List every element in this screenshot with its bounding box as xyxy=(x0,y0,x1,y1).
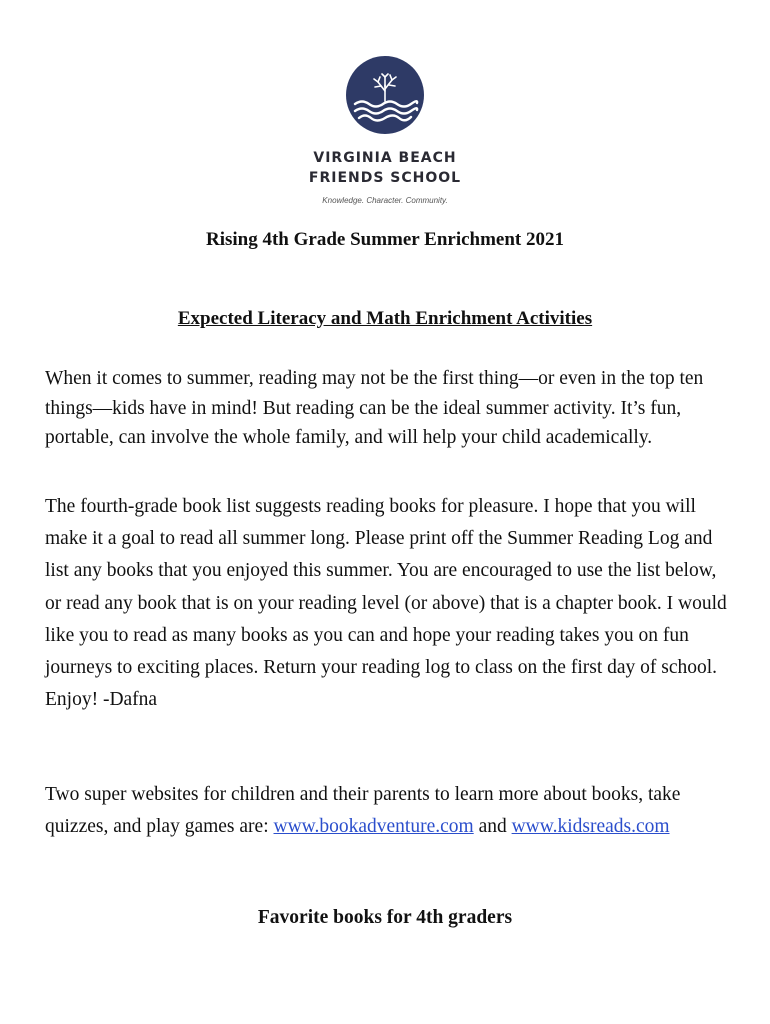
page-subtitle: Expected Literacy and Math Enrichment Activities xyxy=(177,308,593,329)
reading-list-paragraph: The fourth-grade book list suggests reading books for pleasure. I hope that you will make it a goal to read all summer long. Please print off the Summer Reading Log and list any books that you enjoyed this summer. You are encouraged to use the list below, or read any book that is on your reading level (or above) that is a chapter book. I would like you to read as many books as you can and hope your reading takes you on fun journeys to exciting places. Return your reading log to class on the first day of school. Enjoy! -Dafna xyxy=(45,496,727,711)
school-name-line1: VIRGINIA BEACH xyxy=(313,150,457,166)
websites-paragraph xyxy=(45,779,735,843)
intro-paragraph: When it comes to summer, reading may not be the first thing—or even in the top ten things—kids have in mind! But reading can be the ideal summer activity. It’s fun, portable, can involve the whole family, and will help your child academically. xyxy=(45,368,704,448)
page-title: Rising 4th Grade Summer Enrichment 2021 xyxy=(205,229,564,250)
kidsreads-link[interactable]: www.kidsreads.com xyxy=(511,816,670,837)
favorite-books-heading: Favorite books for 4th graders xyxy=(257,907,513,928)
school-name xyxy=(300,148,470,188)
websites-and-text: and xyxy=(473,816,512,837)
school-name-line2: FRIENDS SCHOOL xyxy=(308,170,462,186)
bookadventure-link[interactable]: www.bookadventure.com xyxy=(273,816,474,837)
tree-waves-emblem-icon xyxy=(345,55,425,135)
school-logo xyxy=(300,55,470,215)
school-tagline: Knowledge. Character. Community. xyxy=(322,196,448,205)
websites-intro-text: Two super websites for children and their parents to learn more about books, take quizzes, and play games are: xyxy=(45,784,681,837)
